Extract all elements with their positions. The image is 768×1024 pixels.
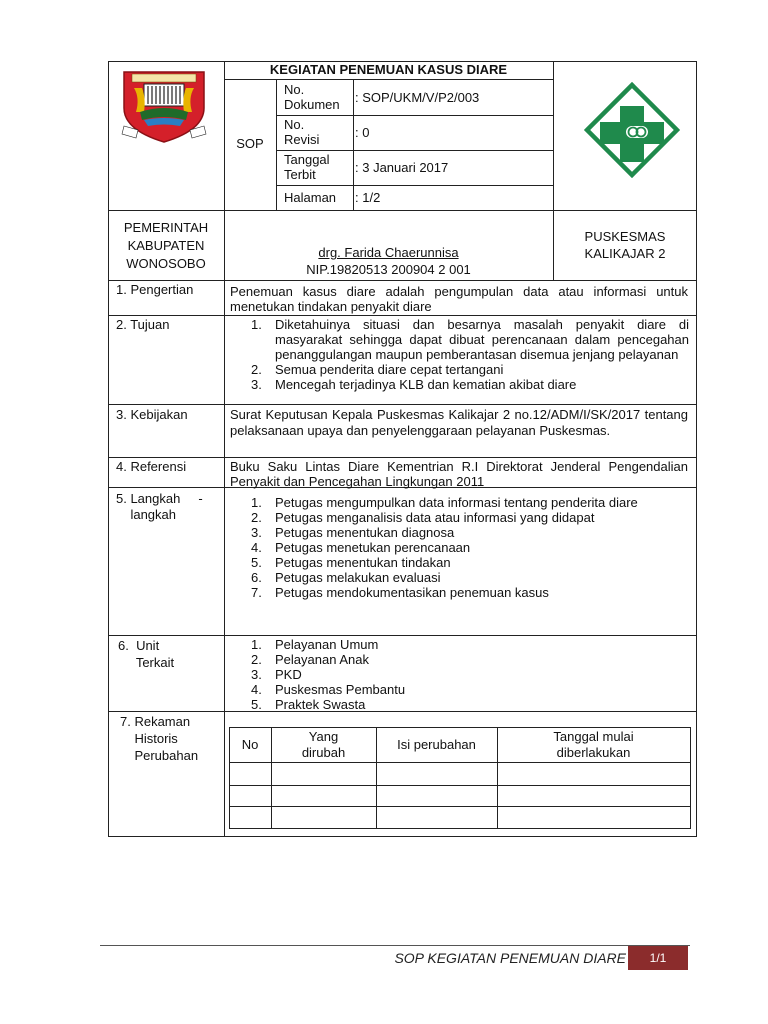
issue-date-label: Tanggal Terbit [284,152,330,182]
left-organization: PEMERINTAH KABUPATEN WONOSOBO [123,220,209,271]
signatory-name: drg. Farida Chaerunnisa [318,245,459,260]
history-col-changed: Yang dirubah [301,729,346,760]
section-label-langkah: 5. Langkah - langkah [116,491,203,522]
kebijakan-text: Surat Keputusan Kepala Puskesmas Kalikajar 2 no.12/ADM/I/SK/2017 tentang pelaksanaan upaya dan penyelenggaraan pelayanan Puskesmas. [230,407,688,438]
list-item: 3. Mencegah terjadinya KLB dan kematian akibat diare [251,377,577,392]
list-item: 2. Pelayanan Anak [251,652,369,667]
list-item: 4. Petugas menetukan perencanaan [251,540,471,555]
puskesmas-logo-icon [584,82,680,178]
list-item: 3. Petugas menentukan diagnosa [251,525,455,540]
list-item: 2. Semua penderita diare cepat tertangani [251,362,504,377]
issue-date-value: : 3 Januari 2017 [355,160,449,175]
right-organization: PUSKESMAS KALIKAJAR 2 [584,229,666,261]
list-item: 1. Diketahuinya situasi dan besarnya masalah penyakit diare di masyarakat sehingga dapat dibuat perencanaan dalam pencegahan penanggulangan maupun pemberantasan disemua jenjang pelayanan [251,317,689,362]
list-item: 5. Petugas menentukan tindakan [251,555,451,570]
langkah-list [251,495,689,600]
sop-label: SOP [236,136,264,151]
history-col-no: No [241,737,259,752]
section-label-pengertian: 1. Pengertian [116,282,194,297]
section-label-tujuan: 2. Tujuan [116,317,170,332]
list-item: 4. Puskesmas Pembantu [251,682,406,697]
unit-list [251,637,689,712]
section-label-unit: 6. Unit Terkait [118,638,175,670]
list-item: 7. Petugas mendokumentasikan penemuan kasus [251,585,549,600]
signatory-nip: NIP.19820513 200904 2 001 [306,262,471,277]
section-label-referensi: 4. Referensi [116,459,187,474]
wonosobo-emblem-icon [118,68,210,144]
revision-value: : 0 [355,125,370,140]
doc-number-value: : SOP/UKM/V/P2/003 [355,90,480,105]
doc-number-label: No. Dokumen [284,82,340,112]
list-item: 3. PKD [251,667,302,682]
section-label-kebijakan: 3. Kebijakan [116,407,188,422]
page-value: : 1/2 [355,190,381,205]
list-item: 1. Petugas mengumpulkan data informasi tentang penderita diare [251,495,638,510]
list-item: 2. Petugas menganalisis data atau informasi yang didapat [251,510,595,525]
footer-title: SOP KEGIATAN PENEMUAN DIARE [394,950,626,966]
list-item: 1. Pelayanan Umum [251,637,379,652]
pengertian-text: Penemuan kasus diare adalah pengumpulan data atau informasi untuk menetukan tindakan penyakit diare [230,284,688,314]
page-label: Halaman [284,190,337,205]
list-item: 6. Petugas melakukan evaluasi [251,570,441,585]
document-title: KEGIATAN PENEMUAN KASUS DIARE [269,62,508,77]
section-label-rekaman: 7. Rekaman Historis Perubahan [120,714,199,763]
referensi-text: Buku Saku Lintas Diare Kementrian R.I Direktorat Jenderal Pengendalian Penyakit dan Pencegahan Lingkungan 2011 [230,459,688,489]
tujuan-list [251,317,689,392]
list-item: 5. Praktek Swasta [251,697,366,712]
history-col-content: Isi perubahan [397,737,476,752]
footer-rule [100,945,690,946]
revision-label: No. Revisi [284,117,320,147]
footer-page-number: 1/1 [628,946,688,970]
history-col-date: Tanggal mulai diberlakukan [553,729,634,760]
